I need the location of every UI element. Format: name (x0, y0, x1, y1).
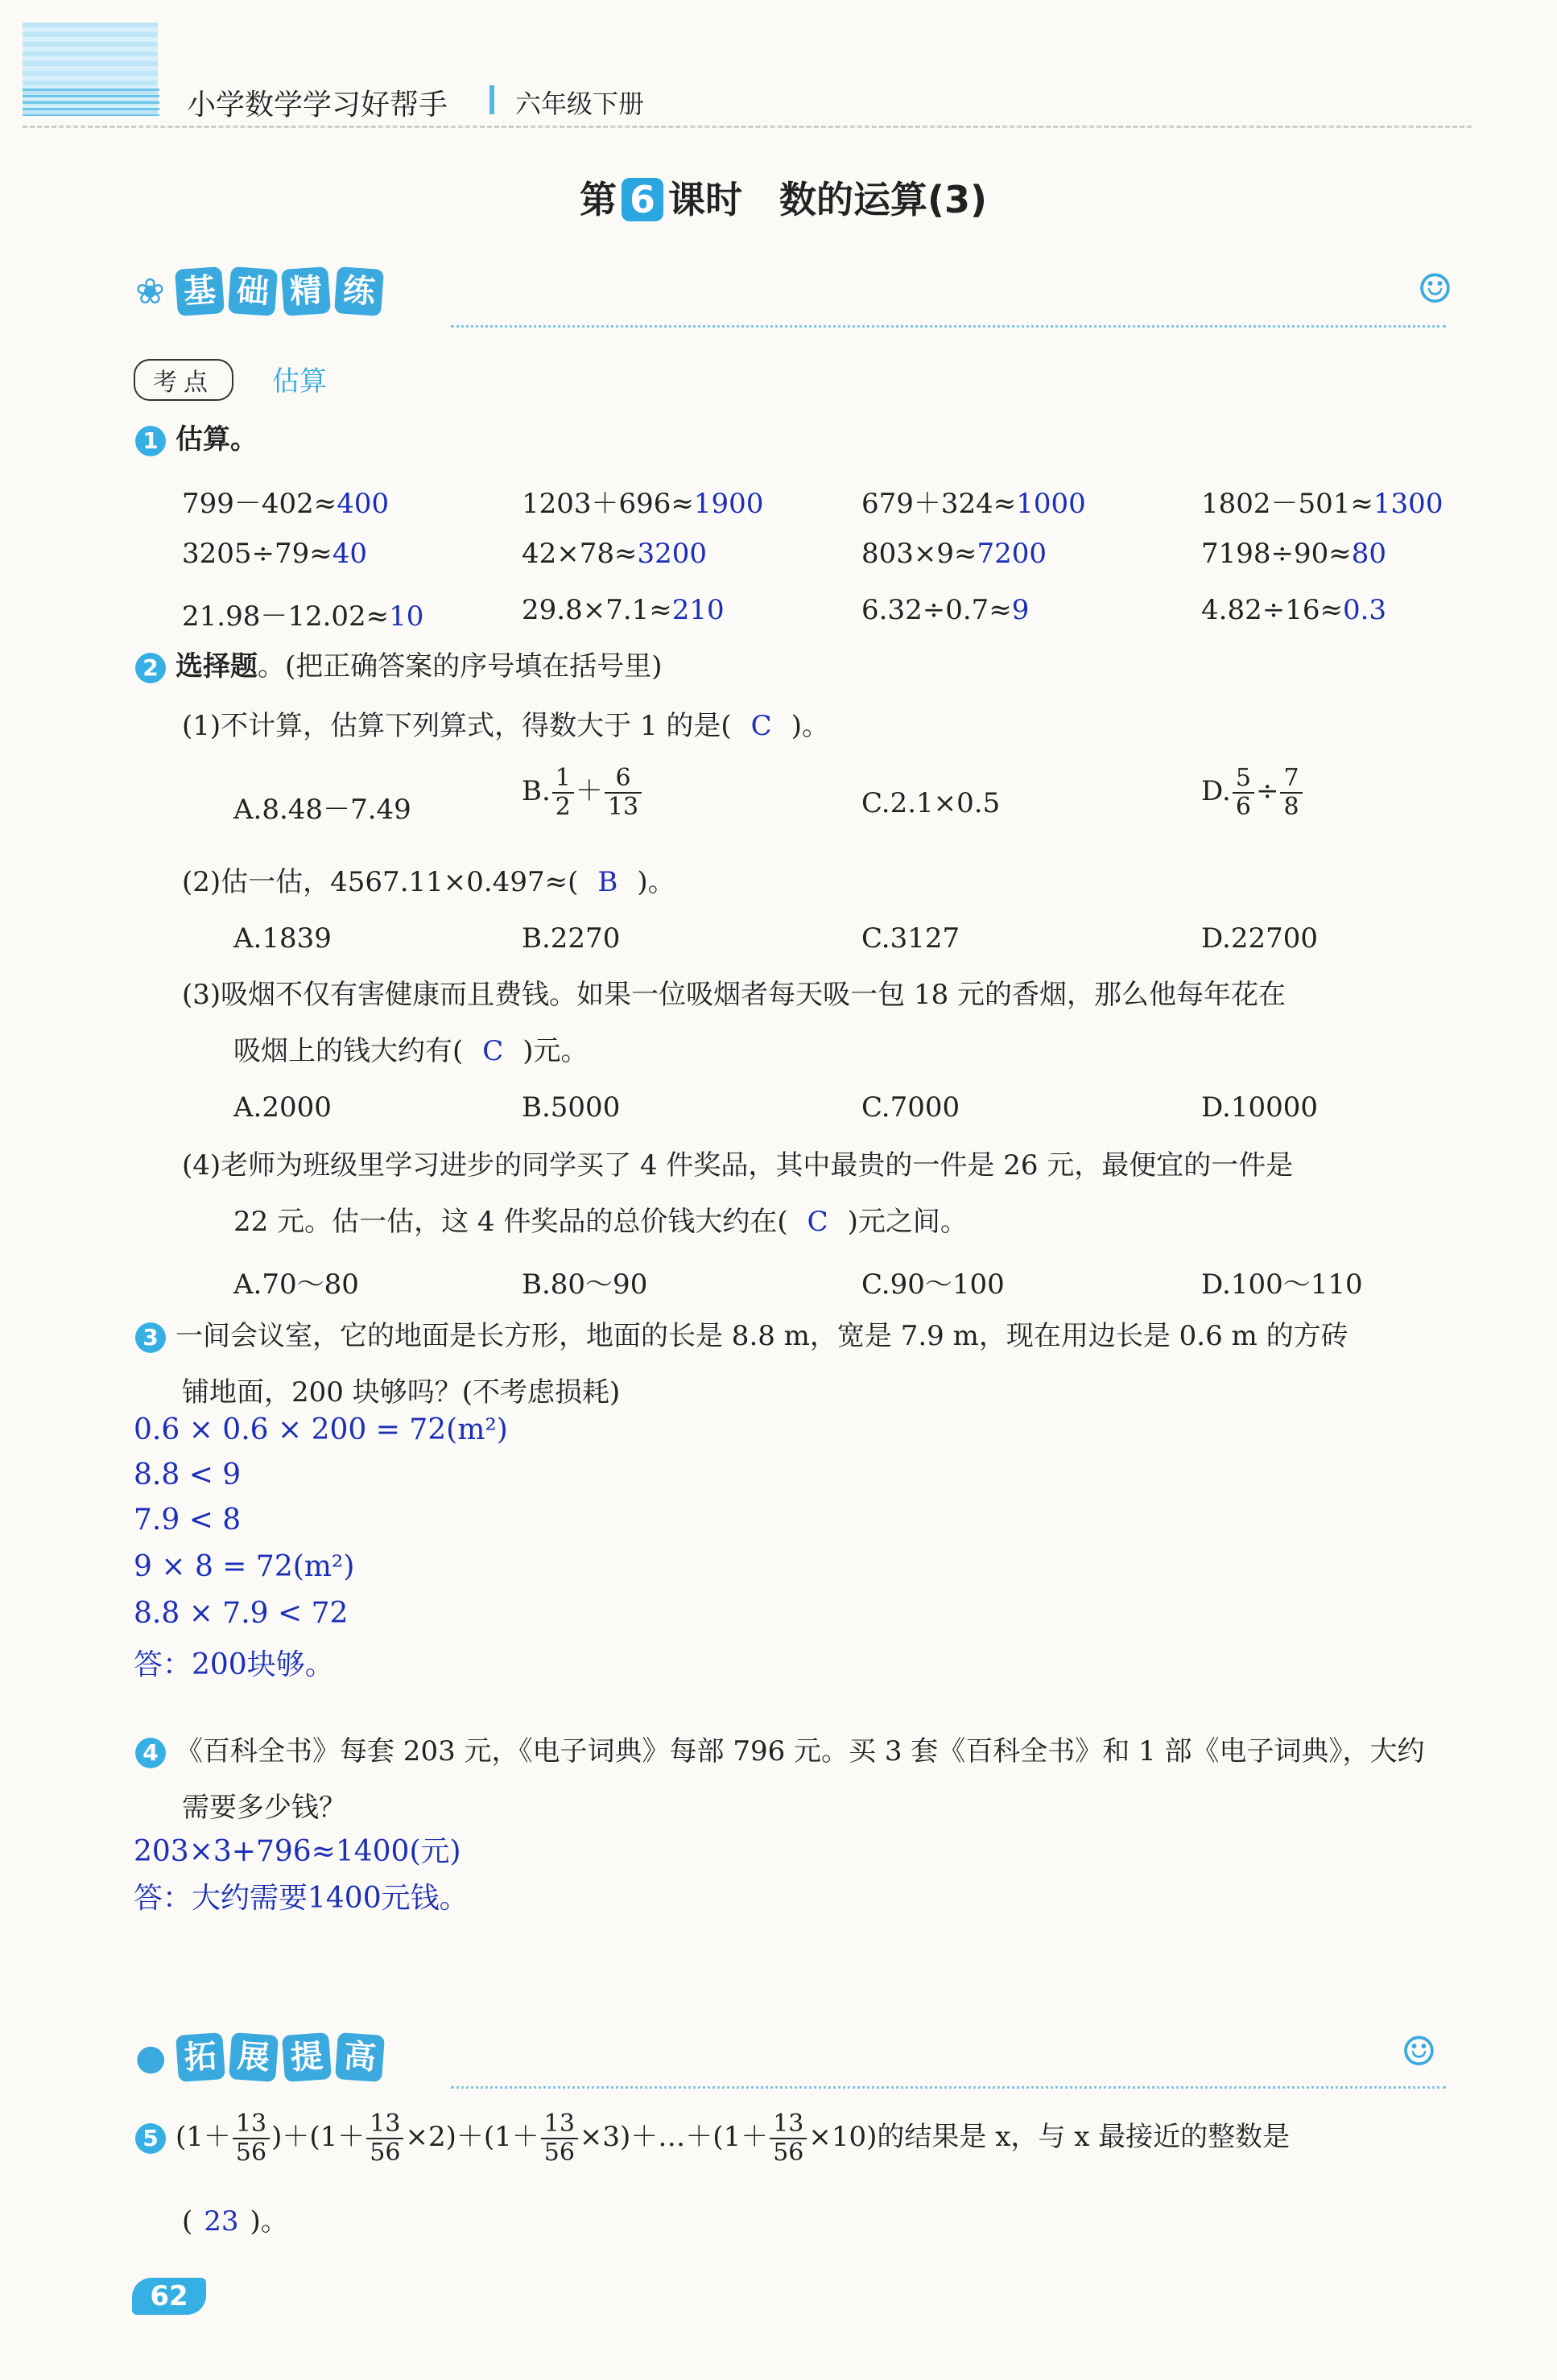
estimate-cell (1201, 538, 1386, 570)
operator: ＋ (575, 775, 603, 807)
option-b: B.2270 (522, 922, 621, 955)
answer: 1300 (1373, 488, 1443, 520)
question-number: 5 (135, 2123, 166, 2154)
answer: 1900 (693, 488, 764, 520)
option-c: C.3127 (861, 922, 960, 955)
lesson-number: 6 (622, 178, 663, 221)
expression: 803×9≈ (861, 538, 977, 570)
option-b: B.80～90 (522, 1268, 648, 1301)
expr-part: )＋(1＋ (271, 2121, 366, 2153)
banner-char: 基 (175, 266, 225, 316)
kid-icon: ☺ (1417, 266, 1453, 312)
question-number: 1 (135, 426, 166, 456)
book-title: 小学数学学习好帮手 (187, 89, 448, 122)
estimate-cell (522, 594, 725, 626)
expression: 4.82÷16≈ (1201, 594, 1343, 626)
expression: 21.98－12.02≈ (182, 600, 390, 633)
answer: 1000 (1016, 488, 1086, 520)
question-3-line2: 铺地面，200 块够吗？(不考虑损耗) (182, 1376, 621, 1409)
banner-char: 练 (334, 266, 384, 316)
expr-part: (1＋ (176, 2121, 231, 2153)
option-a: A.1839 (233, 922, 332, 955)
question-note: 。(把正确答案的序号填在括号里) (258, 650, 663, 683)
estimate-cell (182, 481, 389, 521)
question-4-line1 (135, 1735, 1425, 1768)
subquestion-3-line2 (233, 1035, 589, 1067)
answer: 9 (1011, 594, 1030, 626)
question-title-text: 选择题 (176, 650, 258, 683)
estimate-cell (861, 594, 1029, 626)
denominator: 2 (555, 793, 571, 821)
expression: 1203＋696≈ (522, 488, 694, 520)
answer-line: 9 × 8 = 72(m²) (134, 1550, 355, 1583)
sprout-icon: ❀ (135, 270, 165, 312)
question-1-title (135, 423, 258, 456)
subquestion-4-line2 (233, 1206, 968, 1238)
header-stripes (23, 89, 159, 116)
question-5-line1 (135, 2110, 1290, 2167)
expression: 3205÷79≈ (182, 538, 332, 570)
estimate-cell (861, 538, 1047, 570)
question-text: 一间会议室，它的地面是长方形，地面的长是 8.8 m，宽是 7.9 m，现在用边长是 0.6 m 的方砖 (176, 1320, 1348, 1352)
filled-answer: 23 (204, 2205, 239, 2238)
subquestion-text: 22 元。估一估，这 4 件奖品的总价钱大约在( (233, 1206, 788, 1238)
estimate-cell (182, 538, 367, 570)
operator: ÷ (1255, 775, 1279, 807)
banner-char: 提 (282, 2032, 332, 2082)
expr-part: ×3)＋…＋(1＋ (579, 2121, 769, 2153)
filled-answer: B (597, 866, 618, 898)
numerator: 13 (770, 2110, 807, 2139)
answer-line: 7.9 < 8 (134, 1503, 242, 1536)
header-rule (23, 126, 1472, 128)
filled-answer: C (807, 1206, 828, 1238)
option-d: D.100～110 (1201, 1268, 1363, 1301)
denominator: 8 (1283, 793, 1299, 821)
subquestion-4-line1: (4)老师为班级里学习进步的同学买了 4 件奖品，其中最贵的一件是 26 元，最便宜的一件是 (182, 1149, 1294, 1182)
subquestion-text-end: )元之间。 (847, 1206, 968, 1238)
answer-line: 8.8 < 9 (134, 1458, 242, 1491)
expression: 29.8×7.1≈ (522, 594, 672, 626)
subquestion-text: (2)估一估，4567.11×0.497≈( (182, 866, 579, 898)
expression: 679＋324≈ (861, 488, 1017, 520)
section-rule (451, 2086, 1446, 2089)
fraction (605, 765, 642, 821)
answer: 400 (337, 488, 390, 520)
answer-line: 203×3+796≈1400(元) (134, 1835, 461, 1868)
question-number: 3 (135, 1322, 166, 1353)
answer: 7200 (977, 538, 1047, 570)
question-title-text: 估算。 (176, 423, 258, 456)
estimate-cell (182, 594, 423, 633)
answer-line: 答：200块够。 (134, 1648, 334, 1681)
banner-char: 拓 (176, 2032, 225, 2082)
denominator: 13 (607, 793, 639, 821)
lesson-prefix: 第 (580, 178, 617, 221)
option-d: D.22700 (1201, 922, 1319, 955)
expression: 6.32÷0.7≈ (861, 594, 1012, 626)
question-5-line2 (182, 2205, 288, 2238)
banner-char: 高 (335, 2032, 385, 2082)
section-banner-basic (135, 262, 389, 320)
paren-close: )。 (250, 2205, 288, 2238)
filled-answer: C (482, 1035, 504, 1067)
estimate-cell (1201, 481, 1443, 521)
question-2-title (135, 650, 663, 683)
lesson-title (580, 171, 987, 224)
grade-label: 六年级下册 (515, 89, 645, 119)
subquestion-3-line1: (3)吸烟不仅有害健康而且费钱。如果一位吸烟者每天吸一包 18 元的香烟，那么他每年花在 (182, 979, 1286, 1011)
numerator: 1 (552, 765, 574, 794)
numerator: 13 (366, 2110, 403, 2139)
subquestion-1 (182, 710, 829, 742)
answer: 210 (671, 594, 725, 626)
question-number: 2 (135, 653, 166, 683)
option-a: A.70～80 (233, 1268, 359, 1301)
expr-part: ×2)＋(1＋ (405, 2121, 539, 2153)
filled-answer: C (750, 710, 772, 742)
page-number: 62 (132, 2278, 206, 2315)
expression: 7198÷90≈ (1201, 538, 1352, 570)
option-b (522, 765, 643, 821)
subquestion-text-end: )元。 (522, 1035, 589, 1067)
denominator: 56 (370, 2139, 401, 2167)
denominator: 56 (543, 2139, 575, 2167)
subquestion-text: 吸烟上的钱大约有( (233, 1035, 464, 1067)
denominator: 6 (1235, 793, 1251, 821)
paren-open: ( (182, 2205, 193, 2238)
answer-line: 答：大约需要1400元钱。 (134, 1882, 469, 1915)
denominator: 56 (773, 2139, 804, 2167)
answer: 80 (1351, 538, 1387, 570)
answer: 3200 (637, 538, 708, 570)
banner-char: 础 (228, 266, 278, 316)
subquestion-text-end: )。 (791, 710, 829, 742)
estimate-cell (1201, 594, 1386, 626)
estimate-cell (522, 538, 707, 570)
answer: 10 (389, 600, 424, 633)
option-a: A.2000 (233, 1091, 332, 1124)
question-number: 4 (135, 1738, 166, 1768)
subquestion-text-end: )。 (637, 866, 675, 898)
banner-char: 展 (229, 2032, 279, 2082)
estimate-cell (861, 481, 1086, 521)
option-b: B.5000 (522, 1091, 621, 1124)
option-d (1201, 765, 1304, 821)
answer: 0.3 (1342, 594, 1387, 626)
fraction (541, 2110, 578, 2167)
header-divider (489, 85, 494, 114)
fraction (233, 2110, 270, 2167)
option-label: B. (522, 775, 551, 807)
expression: 42×78≈ (522, 538, 638, 570)
subquestion-text: (1)不计算，估算下列算式，得数大于 1 的是( (182, 710, 732, 742)
fraction (366, 2110, 403, 2167)
fraction (552, 765, 574, 821)
answer: 40 (332, 538, 368, 570)
numerator: 7 (1280, 765, 1302, 794)
expression: 799－402≈ (182, 488, 337, 520)
option-label: D. (1201, 775, 1231, 807)
expr-part: ×10)的结果是 x，与 x 最接近的整数是 (808, 2121, 1291, 2153)
lesson-suffix: 课时 数的运算(3) (668, 178, 988, 221)
numerator: 6 (605, 765, 642, 794)
question-3-line1 (135, 1320, 1348, 1353)
answer-line: 0.6 × 0.6 × 200 = 72(m²) (134, 1413, 508, 1446)
section-rule (451, 325, 1446, 328)
topic-tag: 考点 (134, 359, 233, 401)
option-c: C.2.1×0.5 (861, 787, 1001, 819)
numerator: 5 (1233, 765, 1254, 794)
topic-name: 估算 (272, 365, 327, 398)
banner-char: 精 (281, 266, 331, 316)
option-c: C.90～100 (861, 1268, 1005, 1301)
fraction (770, 2110, 807, 2167)
estimate-cell (522, 481, 763, 521)
numerator: 13 (541, 2110, 578, 2139)
bubbles-icon: ● (135, 2036, 167, 2078)
question-4-line2: 需要多少钱？ (182, 1792, 346, 1824)
answer-line: 8.8 × 7.9 < 72 (134, 1597, 349, 1630)
numerator: 13 (233, 2110, 270, 2139)
option-c: C.7000 (861, 1091, 960, 1124)
kid-icon: ☺ (1401, 2028, 1437, 2075)
question-text: 《百科全书》每套 203 元，《电子词典》每部 796 元。买 3 套《百科全书》和 1 部《电子词典》，大约 (176, 1735, 1425, 1767)
section-banner-extend (135, 2028, 390, 2086)
denominator: 56 (235, 2139, 267, 2167)
expression: 1802－501≈ (1201, 488, 1373, 520)
option-d: D.10000 (1201, 1091, 1319, 1124)
option-a: A.8.48－7.49 (233, 794, 411, 826)
fraction (1280, 765, 1302, 821)
subquestion-2 (182, 866, 675, 898)
fraction (1233, 765, 1254, 821)
